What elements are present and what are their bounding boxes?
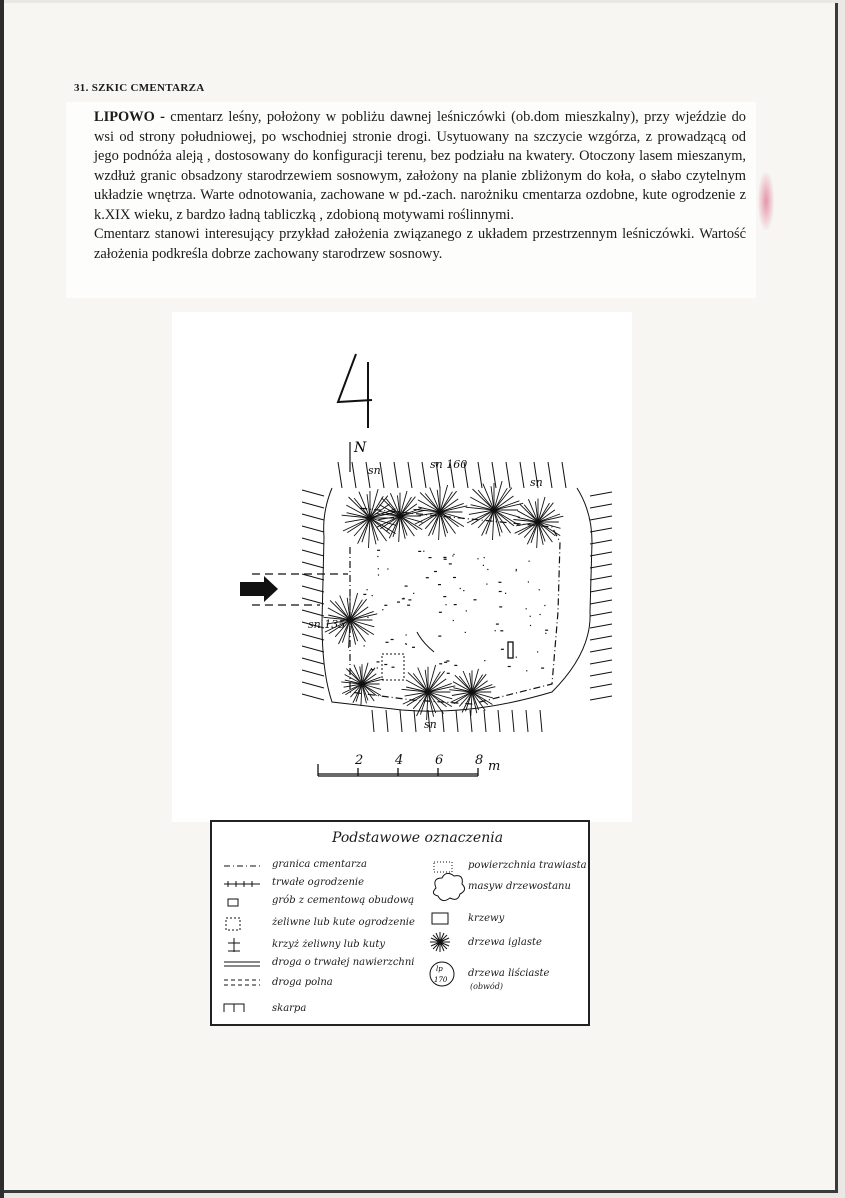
escarpment-tick [590, 576, 612, 580]
escarpment-symbol [224, 1004, 244, 1012]
escarpment-tick [456, 710, 458, 732]
legend-label-fence: trwałe ogrodzenie [272, 877, 365, 888]
grass-dot [447, 673, 450, 674]
legend-label-girth: (obwód) [470, 982, 503, 991]
iron-fence-symbol [226, 918, 240, 930]
grass-dot [446, 660, 449, 661]
grass-dot [452, 555, 453, 556]
grass-dot [429, 557, 432, 558]
grass-dot [384, 664, 387, 665]
legend-label-cross: krzyż żeliwny lub kuty [272, 939, 386, 950]
legend-label-field-road: droga polna [272, 977, 333, 988]
legend-title: Podstawowe oznaczenia [332, 830, 504, 846]
grass-dot [377, 556, 378, 557]
grass-dot [495, 630, 496, 631]
escarpment-tick [302, 658, 324, 664]
grass-dot [487, 569, 488, 570]
escarpment-tick [302, 634, 324, 640]
escarpment-tick [506, 462, 510, 488]
escarpment-tick [590, 624, 612, 628]
grass-dot [378, 568, 379, 569]
scale-unit: m [488, 759, 501, 774]
grass-dot [387, 568, 388, 569]
grass-dot [408, 599, 411, 600]
description-box [66, 102, 756, 298]
legend-label-paved-road: droga o trwałej nawierzchni [272, 957, 415, 968]
grass-dot [516, 657, 517, 658]
grass-dot [540, 614, 541, 615]
legend-box [210, 820, 590, 1026]
escarpment-tick [338, 462, 342, 488]
grass-dot [407, 605, 410, 606]
grass-dot [516, 570, 517, 571]
legend-label-escarpment: skarpa [272, 1003, 307, 1014]
grass-dot [530, 616, 531, 617]
escarpment-tick [590, 540, 612, 544]
grass-dot [496, 624, 499, 625]
escarpment-tick [302, 610, 324, 616]
entrance-arrow [240, 576, 278, 602]
grass-dot [539, 589, 540, 590]
grass-dot [526, 670, 527, 671]
escarpment-tick [302, 502, 324, 508]
grass-dot [377, 661, 380, 662]
grass-dot [474, 599, 477, 600]
grass-dot [443, 557, 446, 558]
grass-dot [541, 668, 544, 669]
escarpment-tick [590, 636, 612, 640]
grass-dot [528, 581, 529, 582]
grass-dot [454, 665, 457, 666]
grass-dot [508, 666, 511, 667]
grass-dot [364, 645, 365, 646]
escarpment-tick [590, 516, 612, 520]
legend-label-conifers: drzewa iglaste [468, 937, 542, 948]
page-edge [0, 0, 4, 1198]
sketch-number: 4 [402, 342, 403, 343]
cross-symbol [228, 938, 240, 952]
grass-dot [501, 649, 504, 650]
grass-dot [500, 630, 503, 631]
grass-dot [453, 620, 454, 621]
escarpment-tick [422, 462, 426, 488]
grass-dot [484, 557, 485, 558]
conifer-symbol [430, 932, 450, 952]
escarpment-tick [414, 710, 416, 732]
grass-dot [498, 582, 501, 583]
cemetery-sketch [172, 312, 632, 822]
description-text: cmentarz leśny, położony w pobliżu dawnej leśniczówki (ob.dom mieszkalny), przy wjeździe do wsi od strony południowej, po wschodniej stronie drogi. Usytuowany na szczycie wzgórza, z prowadzącą od jego podnóża aleją , dostosowany do konfiguracji terenu, bez podziału na kwatery. Otoczony lasem mieszanym, wzdłuż granic obsadzony starodrzewiem sosnowym, założony na planie zbliżonym do koła, o słabo czytelnym układzie wnętrza. Warte odnotowania, zachowane w pd.-zach. narożniku cmentarza ozdobne, kute ogrodzenie z k.XIX wieku, z bardzo ładną tabliczką , zdobioną motywami roślinnymi. [94, 109, 746, 223]
grass-dot [439, 612, 442, 613]
escarpment-tick [386, 710, 388, 732]
cemetery-boundary [350, 508, 560, 704]
grass-dot [406, 634, 407, 635]
grass-dot [486, 584, 487, 585]
legend-label-grave: grób z cementową obudową [272, 895, 415, 906]
grass-dot [384, 605, 387, 606]
escarpment-tick [512, 710, 514, 732]
grass-dot [453, 554, 454, 555]
scale-tick-label: 2 [355, 753, 364, 768]
escarpment-tick [302, 586, 324, 592]
page-heading: 31. SZKIC CMENTARZA [74, 82, 205, 94]
tree-label: sn 135 [308, 618, 346, 631]
grass-area [363, 550, 548, 674]
description-paragraph-2: Cmentarz stanowi interesujący przykład założenia związanego z układem przestrzennym leśniczówki. Wartość założenia podkreśla dobrze zachowany starodrzew sosnowy. [94, 226, 746, 262]
escarpment-tick [302, 490, 324, 496]
conifer-needle [428, 692, 452, 707]
scale-tick-label: 6 [435, 753, 444, 768]
grass-dot [526, 608, 527, 609]
tree-label: sn [530, 476, 543, 489]
escarpment-tick [590, 672, 612, 676]
escarpment-tick [590, 492, 612, 496]
conifer-needle [400, 516, 422, 530]
grass-dot [418, 551, 421, 552]
grass-dot [530, 625, 531, 626]
escarpment-tick [590, 612, 612, 616]
legend-label-shrubs: krzewy [468, 913, 505, 924]
grass-dot [423, 551, 424, 552]
escarpment-tick [302, 538, 324, 544]
grass-dot [377, 550, 380, 551]
escarpment-tick [400, 710, 402, 732]
grass-dot [434, 571, 437, 572]
forest-symbol [433, 873, 464, 900]
grass-dot [363, 594, 366, 595]
scale-tick-label: 8 [475, 753, 484, 768]
escarpment [302, 462, 612, 732]
grass-dot [444, 559, 447, 560]
grass-dot [382, 609, 383, 610]
tree-label: sn [424, 718, 437, 731]
grass-dot [460, 588, 461, 589]
legend-label-boundary: granica cmentarza [272, 859, 367, 870]
escarpment-tick [590, 696, 612, 700]
grass-dot [367, 617, 368, 618]
grass-dot [412, 647, 415, 648]
north-label: N [354, 440, 367, 456]
grass-dot [397, 602, 400, 603]
conifer-needle [350, 620, 374, 635]
escarpment-tick [302, 646, 324, 652]
escarpment-tick [590, 528, 612, 532]
escarpment-tick [302, 682, 324, 688]
grass-dot [545, 633, 546, 634]
legend-label-iron-fence: żeliwne lub kute ogrodzenie [272, 917, 415, 928]
sketch-drawing [172, 312, 632, 822]
grass-dot [505, 593, 506, 594]
grave-symbol [228, 899, 238, 906]
grass-dot [499, 606, 502, 607]
grass-dot [466, 610, 467, 611]
grass-dot [529, 561, 530, 562]
conifer-needle [494, 488, 507, 510]
grass-dot [391, 639, 394, 640]
escarpment-tick [562, 462, 566, 488]
grass-dot [537, 651, 538, 652]
escarpment-tick [520, 462, 524, 488]
grass-dot [426, 577, 429, 578]
escarpment-tick [548, 462, 552, 488]
scale-tick-label: 4 [395, 753, 404, 768]
escarpment-tick [302, 670, 324, 676]
grass-dot [392, 667, 395, 668]
escarpment-tick [590, 684, 612, 688]
ink-stain [758, 172, 774, 230]
grass-dot [438, 636, 441, 637]
place-name: LIPOWO - [94, 109, 165, 125]
escarpment-tick [590, 588, 612, 592]
escarpment-tick [302, 598, 324, 604]
escarpment-tick [394, 462, 398, 488]
escarpment-tick [590, 552, 612, 556]
escarpment-tick [590, 564, 612, 568]
grass-dot [405, 586, 408, 587]
grave-cement [508, 642, 513, 658]
grass-dot [372, 595, 373, 596]
grass-dot [465, 632, 466, 633]
grass-dot [444, 662, 447, 663]
conifer-needle [370, 496, 383, 518]
grass-dot [454, 604, 457, 605]
conifer-needle [349, 497, 371, 518]
escarpment-tick [302, 550, 324, 556]
grass-dot [483, 565, 484, 566]
circle-tree-bottom: 170 [434, 976, 448, 984]
escarpment-tick [590, 600, 612, 604]
sketch-number-drawing [338, 354, 372, 428]
conifer-needle [472, 692, 493, 705]
grass-dot [378, 574, 379, 575]
conifer-needle [538, 522, 560, 536]
grass-dot [484, 660, 485, 661]
grass-dot [463, 590, 464, 591]
grass-dot [438, 584, 441, 585]
tree-label: sn [368, 464, 381, 477]
legend-label-grass: powierzchnia trawiasta [468, 860, 587, 871]
escarpment-tick [590, 660, 612, 664]
legend-label-deciduous: drzewa liściaste [468, 968, 550, 979]
legend-label-forest: masyw drzewostanu [468, 881, 571, 892]
circle-tree-top: lp [436, 965, 443, 973]
escarpment-tick [302, 574, 324, 580]
shrub-symbol [432, 913, 448, 924]
grass-dot [477, 558, 478, 559]
grass-dot [377, 667, 378, 668]
escarpment-tick [352, 462, 356, 488]
grass-symbol [434, 862, 452, 872]
grass-dot [386, 642, 389, 643]
escarpment-tick [372, 710, 374, 732]
tree-label: sn 160 [430, 458, 468, 471]
grass-dot [516, 569, 517, 570]
escarpment-tick [590, 648, 612, 652]
conifer-needle [494, 510, 520, 526]
grass-dot [453, 577, 456, 578]
escarpment-tick [408, 462, 412, 488]
grass-dot [544, 605, 545, 606]
grass-dot [403, 598, 404, 599]
conifer-trees [324, 481, 564, 720]
grass-dot [367, 589, 368, 590]
escarpment-tick [478, 462, 482, 488]
escarpment-tick [302, 526, 324, 532]
conifer-needle [473, 489, 495, 510]
escarpment-tick [484, 710, 486, 732]
grass-dot [449, 563, 452, 564]
conifer-needle [440, 512, 464, 527]
escarpment-tick [302, 694, 324, 700]
path-line [417, 632, 434, 652]
escarpment-tick [540, 710, 542, 732]
grass-dot [499, 591, 502, 592]
escarpment-tick [302, 562, 324, 568]
grass-dot [413, 593, 414, 594]
escarpment-tick [498, 710, 500, 732]
grass-dot [443, 596, 446, 597]
escarpment-tick [526, 710, 528, 732]
grass-dot [405, 643, 406, 644]
grass-dot [445, 604, 446, 605]
grass-dot [439, 663, 442, 664]
escarpment-tick [590, 504, 612, 508]
escarpment-tick [302, 514, 324, 520]
grass-dot [545, 630, 548, 631]
description-paragraph [94, 108, 746, 225]
